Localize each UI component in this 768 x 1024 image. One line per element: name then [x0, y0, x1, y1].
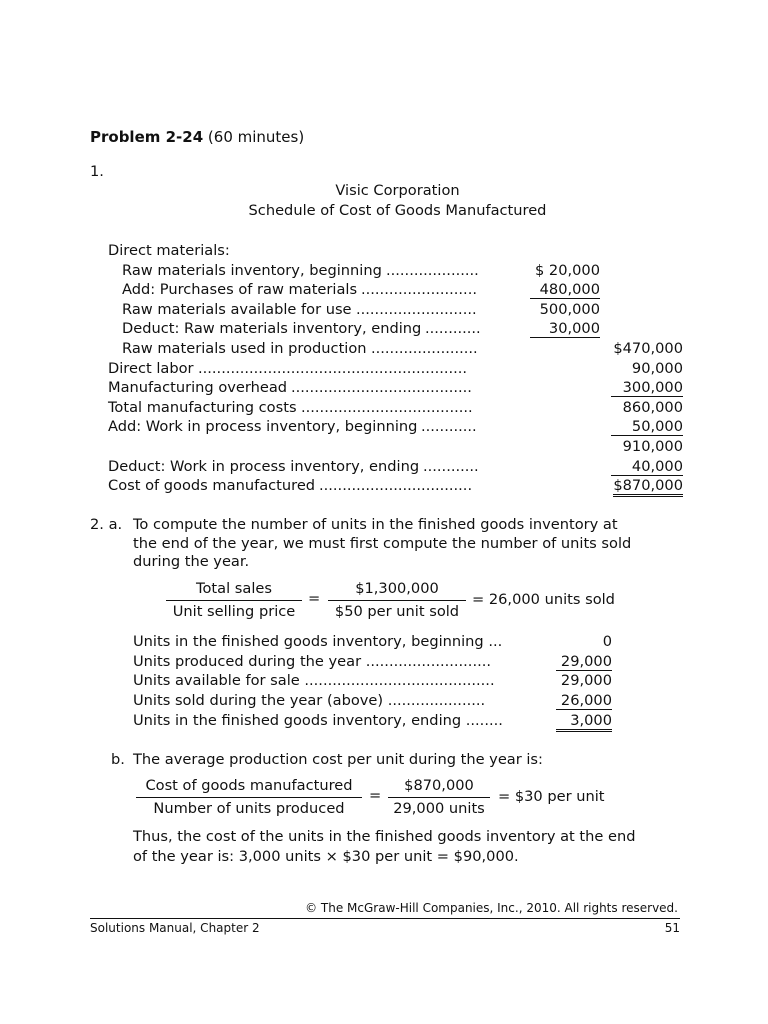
schedule-title: Schedule of Cost of Goods Manufactured: [248, 202, 547, 219]
schedule-value-col1-text: 30,000: [530, 320, 600, 338]
schedule-row: [108, 319, 688, 338]
part-2a-text-3: during the year.: [133, 553, 250, 570]
units-sold-result: = 26,000 units sold: [472, 591, 615, 608]
fraction-numerator: $1,300,000: [328, 579, 466, 601]
units-row-value: [530, 711, 612, 732]
schedule-row: [108, 437, 688, 456]
fraction-denominator: Number of units produced: [153, 800, 345, 817]
units-row-value-text: 29,000: [556, 653, 612, 671]
units-row-value-text: 26,000: [556, 692, 612, 710]
schedule-row-label: Direct labor: [108, 359, 194, 377]
dot-leader: ....................: [386, 261, 479, 279]
schedule-value-col1-text: 500,000: [539, 300, 600, 318]
schedule-value-col2: [596, 398, 683, 417]
schedule-row: [108, 476, 688, 495]
fraction-sales-values: [328, 579, 466, 623]
fraction-denominator: 29,000 units: [393, 800, 485, 817]
dot-leader: ..........................................................: [198, 359, 468, 377]
schedule-value-col2-text: 910,000: [622, 438, 683, 455]
conclusion-line-1: Thus, the cost of the units in the finished goods inventory at the end: [133, 828, 636, 845]
part-2a-label: 2. a.: [90, 516, 123, 533]
schedule-value-col2-text: $870,000: [613, 478, 683, 497]
schedule-row-label: Deduct: Work in process inventory, ending: [108, 457, 420, 475]
units-row-label: Units available for sale .........................................: [133, 672, 495, 690]
part-2b-label: b.: [111, 751, 125, 768]
fraction-cost-values: [388, 776, 490, 820]
equals-sign: =: [369, 787, 382, 804]
schedule-row-label: Raw materials used in production: [122, 340, 367, 357]
dot-leader: .....................................: [301, 398, 473, 416]
part-2a-text-1: To compute the number of units in the finished goods inventory at: [133, 516, 618, 533]
schedule-row: [108, 457, 688, 476]
dot-leader: ..........................: [356, 300, 477, 318]
equals-sign: =: [308, 590, 321, 607]
fraction-denominator: Unit selling price: [172, 603, 296, 620]
cost-per-unit-result: = $30 per unit: [498, 788, 605, 805]
units-row-value: [530, 671, 612, 690]
schedule-value-col1: [516, 261, 600, 280]
schedule-value-col2: [596, 476, 683, 497]
dot-leader: .................................: [319, 477, 473, 495]
units-row: [133, 711, 633, 730]
schedule-row-label: Add: Purchases of raw materials: [122, 281, 358, 299]
units-row-label: Units in the finished goods inventory, ending ........: [133, 711, 503, 729]
problem-heading: [90, 128, 304, 146]
schedule-row-label: Deduct: Raw materials inventory, ending: [122, 320, 422, 338]
schedule-row: [108, 300, 688, 319]
units-row-value: [530, 652, 612, 671]
schedule-row-label: Manufacturing overhead: [108, 379, 288, 397]
dot-leader: .......................................: [291, 379, 472, 397]
schedule-value-col2: [596, 339, 683, 358]
part-2a-text-2: the end of the year, we must first compute the number of units sold: [133, 535, 632, 552]
conclusion-line-2: of the year is: 3,000 units × $30 per unit = $90,000.: [133, 848, 519, 865]
schedule-row-label: Raw materials available for use: [122, 300, 352, 318]
units-row: [133, 691, 633, 710]
fraction-numerator: Total sales: [166, 579, 302, 601]
schedule-row: [108, 398, 688, 417]
part-2b-text: The average production cost per unit during the year is:: [133, 751, 543, 768]
fraction-denominator: $50 per unit sold: [334, 603, 460, 620]
schedule-row-label: Raw materials inventory, beginning: [122, 261, 382, 279]
schedule-value-col2-text: 90,000: [631, 359, 683, 377]
units-row-value: [530, 632, 612, 651]
schedule-value-col1: [516, 300, 600, 319]
units-row-value-text: 3,000: [556, 713, 612, 732]
dot-leader: ............: [423, 457, 479, 475]
dot-leader: .........................: [361, 281, 477, 299]
schedule-row: [108, 339, 688, 358]
footer-chapter: Solutions Manual, Chapter 2: [90, 921, 260, 935]
schedule-value-col2-text: 50,000: [611, 418, 683, 436]
schedule-value-col1: [516, 280, 600, 299]
problem-time: (60 minutes): [207, 128, 305, 146]
schedule-row-label: Direct materials:: [108, 242, 230, 259]
footer-divider: [90, 918, 680, 919]
schedule-row: [108, 378, 688, 397]
part-1-number: 1.: [90, 163, 104, 180]
problem-label: Problem 2-24: [90, 128, 204, 146]
units-row-value: [530, 691, 612, 710]
fraction-cogm: [136, 776, 362, 820]
units-row-value-text: 29,000: [560, 672, 612, 690]
schedule-value-col2-text: 40,000: [611, 458, 683, 476]
units-row-value-text: 0: [602, 633, 612, 650]
schedule-value-col2-text: $470,000: [613, 340, 683, 357]
schedule-row-label: Total manufacturing costs: [108, 398, 297, 416]
fraction-numerator: $870,000: [388, 776, 490, 798]
schedule-value-col2: [596, 378, 683, 397]
units-row: [133, 652, 633, 671]
schedule-row: [108, 417, 688, 436]
units-row: [133, 671, 633, 690]
dot-leader: .......................: [371, 340, 478, 357]
schedule-value-col2: [596, 457, 683, 476]
units-row: [133, 632, 633, 651]
units-row-label: Units sold during the year (above) .....................: [133, 692, 486, 710]
page-number: 51: [664, 921, 680, 935]
dot-leader: ............: [425, 320, 481, 338]
fraction-total-sales: [166, 579, 302, 623]
schedule-value-col2: [596, 359, 683, 378]
schedule-row: [108, 261, 688, 280]
schedule-value-col2-text: 860,000: [622, 398, 683, 416]
copyright-notice: © The McGraw-Hill Companies, Inc., 2010. All rights reserved.: [305, 901, 678, 915]
schedule-value-col1-text: 480,000: [530, 281, 600, 299]
fraction-numerator: Cost of goods manufactured: [136, 776, 362, 798]
units-row-label: Units produced during the year ...........................: [133, 652, 491, 670]
schedule-value-col2: [596, 437, 683, 456]
schedule-row-label: Cost of goods manufactured: [108, 477, 316, 495]
dot-leader: ............: [421, 418, 477, 436]
schedule-value-col2-text: 300,000: [611, 379, 683, 397]
schedule-value-col1-text: $ 20,000: [535, 261, 600, 279]
schedule-value-col1: [516, 319, 600, 338]
schedule-row: [108, 241, 688, 260]
company-name: Visic Corporation: [335, 182, 460, 199]
schedule-value-col2: [596, 417, 683, 436]
schedule-row: [108, 359, 688, 378]
schedule-row: [108, 280, 688, 299]
schedule-row-label: Add: Work in process inventory, beginning: [108, 418, 418, 436]
units-row-label: Units in the finished goods inventory, beginning ...: [133, 633, 503, 650]
